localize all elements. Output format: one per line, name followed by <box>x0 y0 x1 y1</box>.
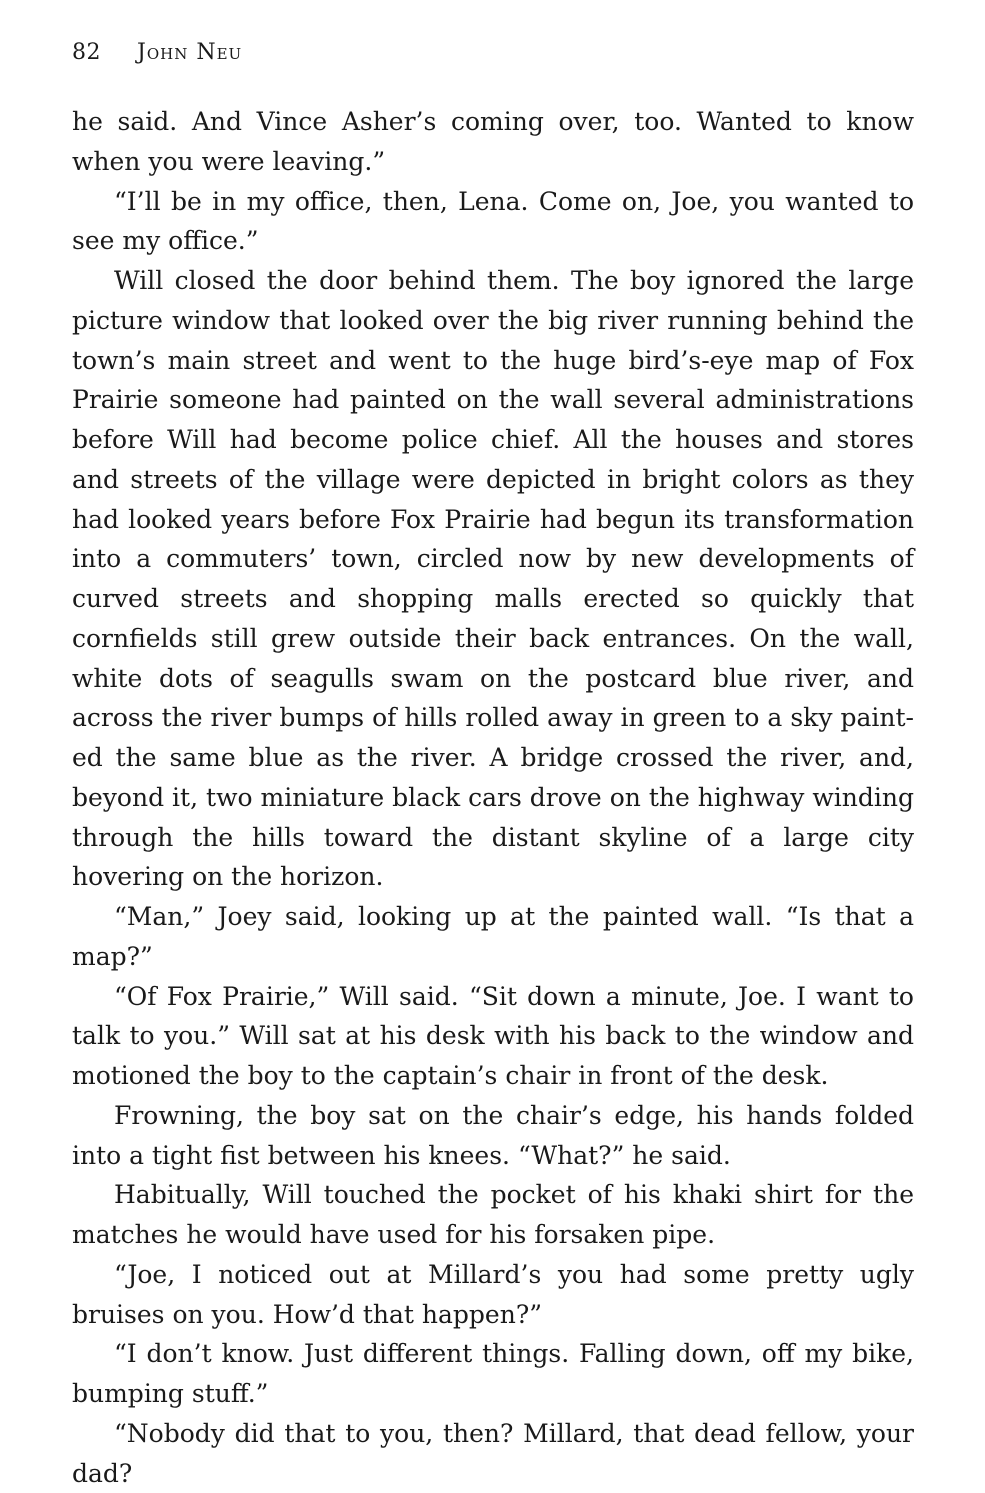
paragraph: “Of Fox Prairie,” Will said. “Sit down a minute, Joe. I want to talk to you.” Will sat at his desk with his back to the window and motioned the boy to the captain’s chair in front of the desk. <box>72 981 914 1090</box>
paragraph: Habitually, Will touched the pocket of his khaki shirt for the matches he would have used for his forsaken pipe. <box>72 1180 914 1249</box>
paragraph: “Nobody did that to you, then? Millard, that dead fellow, your dad? <box>72 1418 914 1488</box>
body-text <box>72 102 914 1493</box>
running-head <box>72 40 242 65</box>
paragraph: “I don’t know. Just different things. Falling down, off my bike, bumping stuff.” <box>72 1339 914 1408</box>
author-name: John Neu <box>137 40 243 65</box>
paragraph: “Man,” Joey said, looking up at the painted wall. “Is that a map?” <box>72 902 914 971</box>
paragraph: “Joe, I noticed out at Millard’s you had some pretty ugly bruises on you. How’d that happen?” <box>72 1259 914 1329</box>
paragraph: Frowning, the boy sat on the chair’s edge, his hands folded into a tight fist between his knees. “What?” he said. <box>72 1100 914 1170</box>
paragraph: “I’ll be in my office, then, Lena. Come on, Joe, you wanted to see my office.” <box>72 186 914 256</box>
page-number: 82 <box>72 40 101 65</box>
paragraph: Will closed the door behind them. The boy ignored the large picture window that looked over the big river running behind the town’s main street and went to the huge bird’s-eye map of Fox Prairie someone had painted on the wall several administrations before Will had become police chief. All the houses and stores and streets of the village were depicted in bright colors as they had looked years before Fox Prairie had begun its transformation into a commuters’ town, circled now by new developments of curved streets and shopping malls erected so quickly that cornfields still grew outside their back entrances. On the wall, white dots of seagulls swam on the postcard blue river, and across the river bumps of hills rolled away in green to a sky painted the same blue as the river. A bridge crossed the river, and, beyond it, two miniature black cars drove on the highway winding through the hills toward the distant skyline of a large city hovering on the horizon. <box>72 266 914 892</box>
paragraph: he said. And Vince Asher’s coming over, too. Wanted to know when you were leaving.” <box>72 107 914 176</box>
